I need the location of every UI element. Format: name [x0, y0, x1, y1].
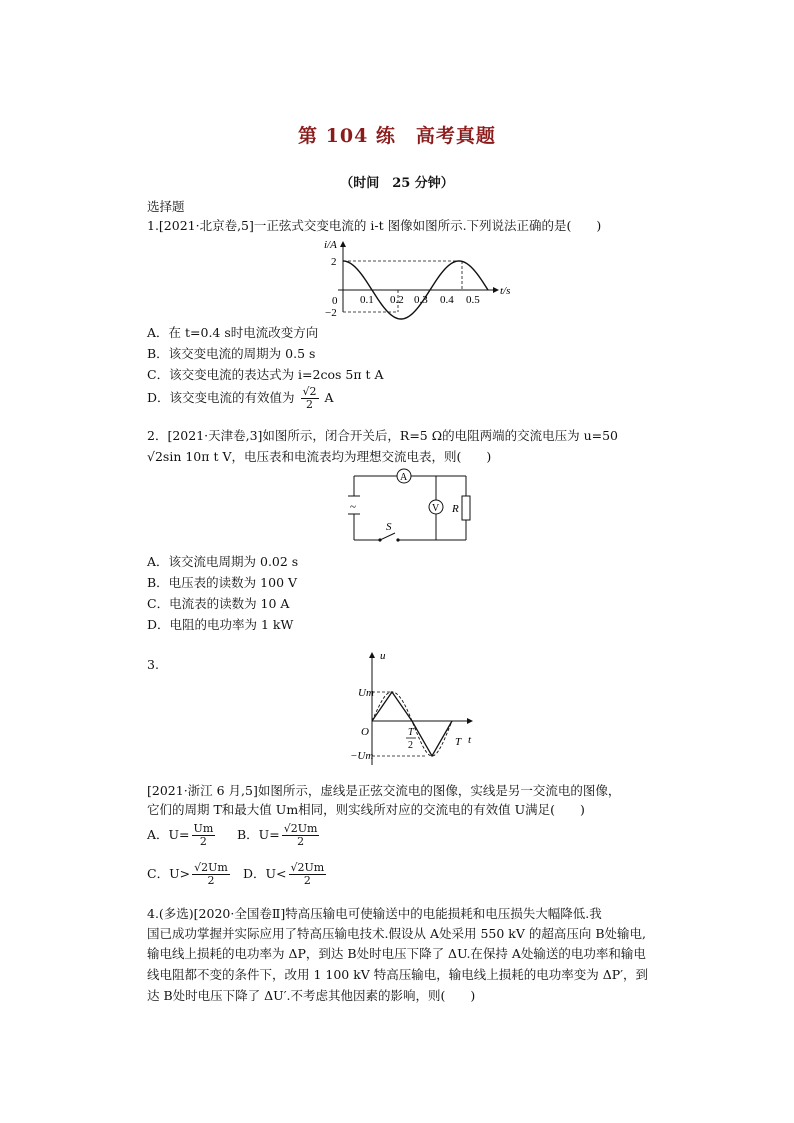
q3-option-b-prefix: B．U= [237, 827, 280, 842]
q3-option-d-den: 2 [303, 874, 311, 887]
q4-line2: 国已成功掌握并实际应用了特高压输电技术.假设从 A处采用 550 kV 的超高压向 B处输电, [147, 926, 646, 941]
q3-line2: 它们的周期 T和最大值 Um相同，则实线所对应的交流电的有效值 U满足( ) [147, 802, 585, 817]
q2-circuit-diagram [342, 466, 476, 546]
q1-option-b: B．该交变电流的周期为 0.5 s [147, 346, 316, 361]
q3-half-period-num: T [408, 727, 414, 738]
q3-option-b [237, 823, 321, 848]
q1-option-d-den: 2 [306, 398, 314, 411]
q3-option-a [147, 823, 217, 848]
q1-xlabel: t/s [500, 285, 511, 297]
q3-half-period-den: 2 [408, 740, 413, 751]
q3-option-c-num: √2Um [194, 861, 228, 874]
q2-option-c: C．电流表的读数为 10 A [147, 596, 290, 611]
q1-option-a: A．在 t=0.4 s时电流改变方向 [147, 325, 319, 340]
q3-option-a-fraction [192, 823, 216, 848]
q2-switch-label: S [386, 521, 392, 533]
q3-number: 3. [147, 657, 159, 672]
page-title: 第 104 练 高考真题 [298, 125, 496, 147]
q3-option-c-fraction [192, 862, 230, 887]
q1-xtick-1: 0.1 [360, 294, 374, 306]
q1-xtick-5: 0.5 [466, 294, 480, 306]
q2-resistor [462, 496, 470, 520]
q3-line1: [2021·浙江 6 月,5]如图所示，虚线是正弦交流电的图像，实线是另一交流电的图像， [147, 783, 621, 798]
q3-option-d-fraction [289, 862, 327, 887]
q3-waveform-graph [330, 645, 480, 770]
q3-option-b-num: √2Um [283, 822, 318, 835]
q3-period-label: T [455, 736, 462, 748]
q3-option-a-prefix: A．U= [147, 827, 190, 842]
q3-option-a-num: Um [193, 822, 214, 835]
q2-line1: 2．[2021·天津卷,3]如图所示，闭合开关后，R=5 Ω的电阻两端的交流电压为 u=50 [147, 428, 618, 443]
q1-xtick-4: 0.4 [440, 294, 454, 306]
q2-voltmeter-label: V [432, 503, 440, 514]
q3-ylabel: u [380, 650, 386, 662]
section-heading: 选择题 [147, 199, 185, 214]
q1-xtick-3: 0.3 [414, 294, 428, 306]
q4-line4: 线电阻都不变的条件下，改用 1 100 kV 特高压输电，输电线上损耗的电功率变为 ΔP′，到 [147, 967, 649, 982]
q2-option-b: B．电压表的读数为 100 V [147, 575, 298, 590]
q2-line2: √2sin 10π t V，电压表和电流表均为理想交流电表，则( ) [147, 449, 492, 464]
q2-option-a: A．该交流电周期为 0.02 s [147, 554, 299, 569]
q1-ylabel: i/A [324, 239, 337, 251]
q1-sine-graph [318, 236, 511, 319]
q4-line3: 输电线上损耗的电功率为 ΔP，到达 B处时电压下降了 ΔU.在保持 A处输送的电功率和输电 [147, 946, 646, 961]
q2-ammeter-label: A [400, 472, 408, 483]
q3-option-b-den: 2 [297, 835, 305, 848]
q1-option-c: C．该交变电流的表达式为 i=2cos 5π t A [147, 367, 384, 382]
q3-option-a-den: 2 [199, 835, 207, 848]
q1-option-d-prefix: D．该交变电流的有效值为 [147, 390, 295, 405]
q1-option-d [147, 386, 334, 411]
q3-um-label: Um [358, 687, 374, 699]
q1-option-d-unit: A [324, 390, 334, 405]
q4-line1: 4.(多选)[2020·全国卷Ⅱ]特高压输电可使输送中的电能损耗和电压损失大幅降低.我 [147, 906, 602, 921]
q1-origin: 0 [332, 295, 338, 307]
q1-option-d-fraction [301, 386, 319, 411]
q1-ytick-max: 2 [331, 256, 337, 268]
q3-option-d-prefix: D．U< [243, 866, 287, 881]
q3-neg-um-label: −Um [350, 750, 374, 762]
time-limit: （时间 25 分钟） [340, 176, 454, 191]
q1-xtick-2: 0.2 [390, 294, 404, 306]
q3-option-c-den: 2 [207, 874, 215, 887]
q3-xlabel: t [468, 734, 472, 746]
q1-option-d-num: √2 [302, 385, 317, 398]
q2-source-symbol: ~ [350, 501, 356, 513]
q3-option-d-num: √2Um [290, 861, 325, 874]
q2-switch-blade [380, 533, 395, 540]
q3-option-c [147, 862, 232, 887]
q1-stem: 1.[2021·北京卷,5]一正弦式交变电流的 i-t 图像如图所示.下列说法正确的是( ) [147, 218, 602, 233]
q3-origin: O [361, 726, 369, 738]
q1-ytick-min: −2 [325, 307, 337, 319]
q2-option-d: D．电阻的电功率为 1 kW [147, 617, 294, 632]
q3-option-d [243, 862, 328, 887]
q3-option-b-fraction [282, 823, 320, 848]
q4-line5: 达 B处时电压下降了 ΔU′.不考虑其他因素的影响，则( ) [147, 988, 476, 1003]
q3-option-c-prefix: C．U> [147, 866, 191, 881]
q2-resistor-label: R [452, 503, 459, 515]
